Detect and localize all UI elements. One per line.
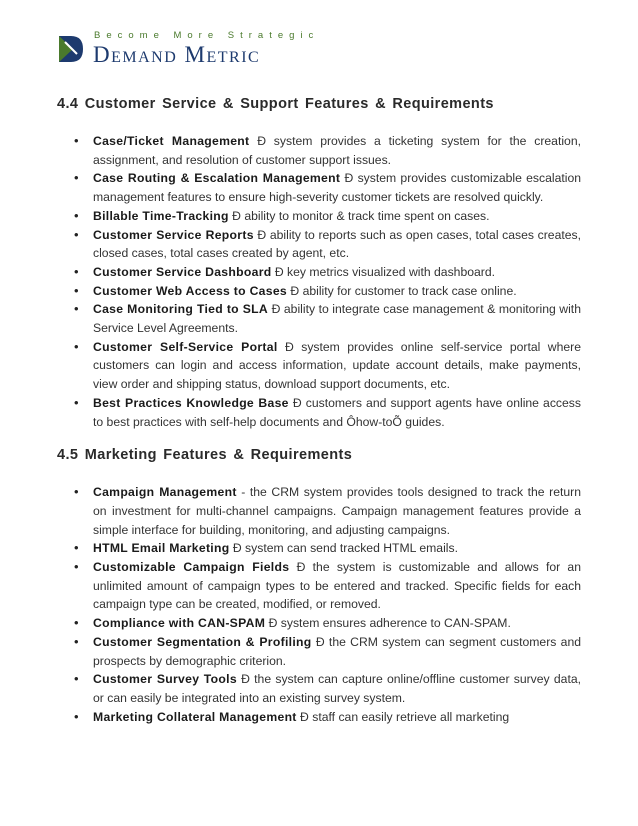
- list-item: [57, 263, 581, 282]
- item-term: HTML Email Marketing: [93, 541, 230, 556]
- item-term: Case/Ticket Management: [93, 134, 250, 148]
- item-description: Ð the system is customizable and allows for an unlimited amount of campaign types to be entered and tracked. Specific fields for each campaign type can be created, modified, or removed.: [93, 560, 581, 612]
- item-term: Billable Time-Tracking: [93, 208, 229, 223]
- list-item: [57, 226, 581, 263]
- item-description: Ð customers and support agents have online access to best practices with self-help documents and Ôhow-toÕ guides.: [93, 395, 581, 429]
- item-description: Ð ability to reports such as open cases, total cases creates, closed cases, total cases created by agent, etc.: [93, 227, 581, 261]
- logo-brand-name: Demand Metric: [93, 42, 261, 67]
- list-item: [57, 169, 581, 206]
- demand-metric-logo-icon: [57, 34, 85, 64]
- item-description: Ð the CRM system can segment customers and prospects by demographic criterion.: [93, 634, 581, 668]
- item-description: Ð ability for customer to track case online.: [287, 283, 517, 298]
- item-term: Case Routing & Escalation Management: [93, 171, 341, 186]
- item-description: Ð system provides online self-service portal where customers can login and access information, update account details, make payments, view order and shipping status, download support documents, etc.: [93, 339, 581, 392]
- item-term: Customer Service Dashboard: [93, 264, 272, 279]
- document-body: [57, 94, 581, 726]
- list-item: [57, 483, 581, 539]
- item-term: Customizable Campaign Fields: [93, 560, 290, 575]
- list-item: [57, 394, 581, 431]
- item-term: Case Monitoring Tied to SLA: [93, 302, 269, 317]
- customer-service-list: [57, 132, 581, 431]
- item-term: Marketing Collateral Management: [93, 709, 297, 724]
- item-term: Customer Segmentation & Profiling: [93, 634, 312, 649]
- list-item: [57, 633, 581, 670]
- item-term: Customer Survey Tools: [93, 672, 237, 687]
- section-heading-marketing: 4.5 Marketing Features & Requirements: [57, 447, 353, 464]
- list-item: [57, 338, 581, 394]
- section-heading-customer-service: 4.4 Customer Service & Support Features & Requirements: [57, 96, 494, 112]
- list-item: [57, 207, 581, 226]
- logo-tagline: Become More Strategic: [94, 30, 320, 41]
- item-term: Customer Web Access to Cases: [93, 283, 287, 298]
- list-item: [57, 300, 581, 337]
- list-item: [57, 614, 581, 633]
- logo: [57, 30, 319, 68]
- item-description: - the CRM system provides tools designed to track the return on investment for multi-channel campaigns. Campaign management features provide a simple interface for building, monitoring, and adjusting campaigns.: [93, 485, 581, 537]
- item-description: Ð system can send tracked HTML emails.: [229, 541, 458, 556]
- list-item: [57, 558, 581, 614]
- item-term: Compliance with CAN-SPAM: [93, 616, 266, 631]
- list-item: [57, 539, 581, 558]
- list-item: [57, 282, 581, 301]
- item-description: Ð key metrics visualized with dashboard.: [271, 264, 496, 279]
- logo-text: [93, 30, 319, 68]
- item-description: Ð system provides a ticketing system for the creation, assignment, and resolution of customer support issues.: [93, 134, 581, 167]
- item-description: Ð ability to integrate case management & monitoring with Service Level Agreements.: [93, 302, 581, 336]
- item-term: Customer Self-Service Portal: [93, 339, 278, 354]
- item-term: Campaign Management: [93, 485, 237, 500]
- item-term: Customer Service Reports: [93, 227, 254, 242]
- item-description: Ð the system can capture online/offline customer survey data, or can easily be integrated into an existing survey system.: [93, 672, 581, 705]
- list-item: [57, 670, 581, 707]
- list-item: [57, 708, 581, 727]
- marketing-list: [57, 483, 581, 726]
- list-item: [57, 132, 581, 169]
- item-description: Ð system ensures adherence to CAN-SPAM.: [265, 616, 511, 631]
- item-description: Ð staff can easily retrieve all marketing: [296, 709, 510, 724]
- item-description: Ð ability to monitor & track time spent on cases.: [228, 208, 490, 223]
- item-term: Best Practices Knowledge Base: [93, 395, 289, 410]
- item-description: Ð system provides customizable escalation management features to ensure high-severity customer tickets are resolved quickly.: [93, 171, 581, 205]
